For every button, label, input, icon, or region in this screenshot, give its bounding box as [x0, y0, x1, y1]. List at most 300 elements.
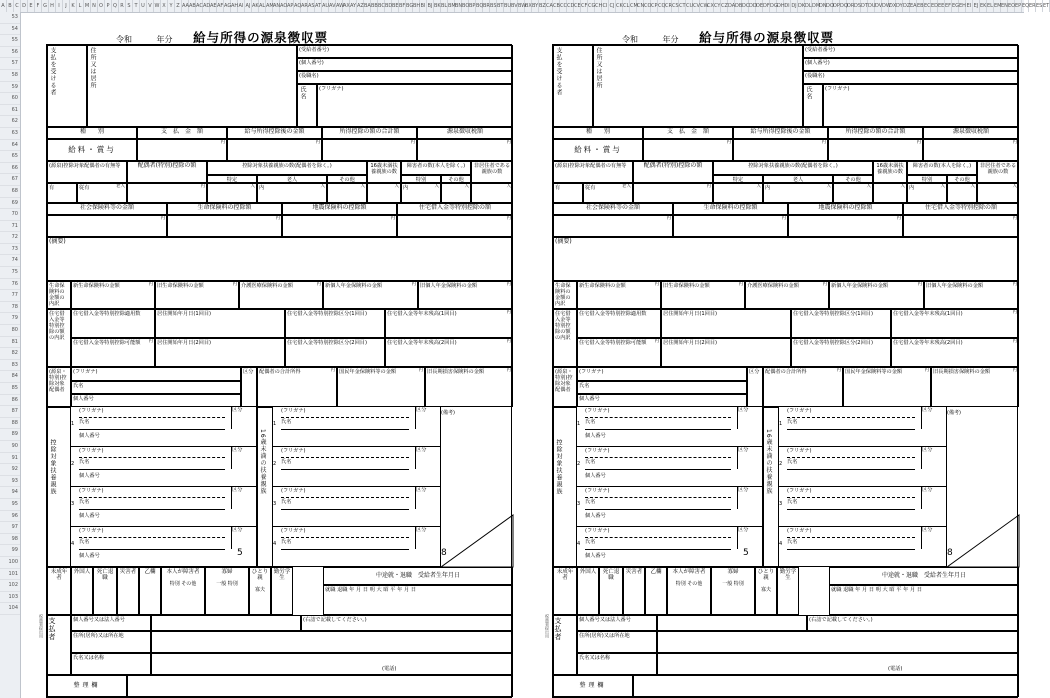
- column-letter[interactable]: AX: [343, 0, 350, 12]
- dependent-row[interactable]: [71, 447, 257, 487]
- column-letter[interactable]: AD: [203, 0, 210, 12]
- spouse-deduction-field[interactable]: 円: [633, 183, 713, 203]
- column-letter[interactable]: DO: [826, 0, 833, 12]
- row-number[interactable]: 92: [0, 464, 20, 476]
- column-letter[interactable]: CJ: [609, 0, 616, 12]
- remarks-field[interactable]: (摘要): [47, 237, 513, 281]
- column-letter[interactable]: DM: [812, 0, 819, 12]
- dependent-row[interactable]: [273, 487, 441, 527]
- spouse-sub-field[interactable]: 従有 老人: [583, 183, 633, 203]
- housing-loan-field[interactable]: 円: [397, 215, 513, 237]
- column-letter[interactable]: W: [154, 0, 161, 12]
- dependent-furigana[interactable]: (フリガナ): [281, 528, 409, 538]
- row-number[interactable]: 67: [0, 174, 20, 186]
- column-letter[interactable]: CZ: [721, 0, 728, 12]
- row-number[interactable]: 99: [0, 545, 20, 557]
- status-check[interactable]: 本人が障害者 特別 その他: [667, 567, 711, 615]
- status-check[interactable]: ひとり親 寡夫: [249, 567, 271, 615]
- dependent-furigana[interactable]: (フリガナ): [787, 528, 915, 538]
- dependent-name[interactable]: 氏名: [787, 419, 915, 430]
- dependent-furigana[interactable]: (フリガナ): [585, 448, 731, 458]
- dependent-furigana[interactable]: (フリガナ): [281, 408, 409, 418]
- column-letter[interactable]: CK: [616, 0, 623, 12]
- column-letter[interactable]: DL: [805, 0, 812, 12]
- payer-name-field[interactable]: (電話): [151, 653, 513, 675]
- status-check[interactable]: 乙欄: [139, 567, 161, 615]
- loan-cat-2-cell[interactable]: 住宅借入金等特別控除区分(2回目): [791, 338, 891, 367]
- dependent-category[interactable]: 区分: [231, 447, 256, 469]
- column-letter[interactable]: EM: [994, 0, 1001, 12]
- specific-field[interactable]: 人: [207, 183, 257, 203]
- column-letter[interactable]: AA: [182, 0, 189, 12]
- dependent-category[interactable]: 区分: [415, 407, 440, 429]
- row-number[interactable]: 57: [0, 58, 20, 70]
- column-letter[interactable]: BA: [364, 0, 371, 12]
- column-letter[interactable]: DA: [728, 0, 735, 12]
- column-letter[interactable]: CL: [623, 0, 630, 12]
- balance-1-cell[interactable]: 住宅借入金等年末残高(1回目) 円: [385, 309, 513, 338]
- office-use-field[interactable]: [633, 675, 1019, 697]
- dependent-no[interactable]: 個人番号: [79, 473, 100, 479]
- dependent-no[interactable]: 個人番号: [585, 513, 606, 519]
- move-in-2-cell[interactable]: 居住開始年月日(2回目): [661, 338, 791, 367]
- column-letter[interactable]: DC: [742, 0, 749, 12]
- life-ins-field[interactable]: 円: [167, 215, 282, 237]
- column-letter[interactable]: DB: [735, 0, 742, 12]
- dependent-name[interactable]: 氏名: [79, 539, 225, 550]
- dependent-name[interactable]: 氏名: [281, 499, 409, 510]
- status-check[interactable]: 外国人: [577, 567, 599, 615]
- column-letter[interactable]: Y: [168, 0, 175, 12]
- column-letter[interactable]: AO: [280, 0, 287, 12]
- old-pension-amt-cell[interactable]: 旧長期損害保険料の金額 円: [425, 367, 513, 407]
- column-letter[interactable]: DR: [847, 0, 854, 12]
- dependent-name[interactable]: 氏名: [281, 419, 409, 430]
- column-letter[interactable]: CR: [665, 0, 672, 12]
- dependent-row[interactable]: [779, 447, 947, 487]
- balance-1-cell[interactable]: 住宅借入金等年末残高(1回目) 円: [891, 309, 1019, 338]
- row-number[interactable]: 93: [0, 476, 20, 488]
- dependent-row[interactable]: [273, 407, 441, 447]
- column-letter[interactable]: BJ: [427, 0, 434, 12]
- column-letter[interactable]: CN: [637, 0, 644, 12]
- new-pension-cell[interactable]: 新個人年金保険料の金額 円: [323, 281, 418, 309]
- column-letter[interactable]: DX: [889, 0, 896, 12]
- spouse-income-cell[interactable]: 配偶者の合計所得 円: [763, 367, 843, 407]
- spouse-furigana-field[interactable]: (フリガナ): [71, 367, 241, 381]
- dependent-name[interactable]: 氏名: [585, 539, 731, 550]
- column-letter[interactable]: BI: [420, 0, 427, 12]
- others-field[interactable]: 人: [327, 183, 367, 203]
- column-letter[interactable]: BX: [525, 0, 532, 12]
- withholding-field[interactable]: 円: [417, 139, 513, 161]
- quake-ins-field[interactable]: 円: [282, 215, 397, 237]
- column-letter[interactable]: B: [7, 0, 14, 12]
- row-number[interactable]: 75: [0, 267, 20, 279]
- row-number[interactable]: 61: [0, 105, 20, 117]
- column-letter[interactable]: AV: [329, 0, 336, 12]
- new-life-cell[interactable]: 新生命保険料の金額 円: [577, 281, 661, 309]
- column-letter[interactable]: EH: [959, 0, 966, 12]
- spouse-category-cell[interactable]: 区分: [241, 367, 257, 407]
- dependent-name[interactable]: 氏名: [281, 459, 409, 470]
- dependent-category[interactable]: 区分: [921, 487, 946, 509]
- dependent-row[interactable]: [779, 487, 947, 527]
- dependent-name[interactable]: 氏名: [79, 419, 225, 430]
- column-letter[interactable]: U: [140, 0, 147, 12]
- column-letter[interactable]: DQ: [840, 0, 847, 12]
- row-number[interactable]: 79: [0, 313, 20, 325]
- column-letter[interactable]: AQ: [294, 0, 301, 12]
- column-letter[interactable]: BR: [483, 0, 490, 12]
- column-letter[interactable]: CA: [546, 0, 553, 12]
- row-number[interactable]: 56: [0, 47, 20, 59]
- column-letter[interactable]: DG: [770, 0, 777, 12]
- column-letter[interactable]: BW: [518, 0, 525, 12]
- column-letter[interactable]: A: [0, 0, 7, 12]
- column-letter[interactable]: O: [98, 0, 105, 12]
- housing-possible-cell[interactable]: 住宅借入金等特別控除可能額 円: [577, 338, 661, 367]
- column-letter[interactable]: DU: [868, 0, 875, 12]
- column-letter[interactable]: CU: [686, 0, 693, 12]
- dependent-name[interactable]: 氏名: [585, 459, 731, 470]
- spouse-yes-field[interactable]: 有: [47, 183, 77, 203]
- column-letter[interactable]: AB: [189, 0, 196, 12]
- row-number[interactable]: 85: [0, 383, 20, 395]
- row-number[interactable]: 91: [0, 453, 20, 465]
- dependent-category[interactable]: 区分: [415, 527, 440, 549]
- column-letter[interactable]: AF: [217, 0, 224, 12]
- status-check[interactable]: 死亡退職: [93, 567, 117, 615]
- dependent-row[interactable]: [71, 487, 257, 527]
- disabled-others-field[interactable]: 人: [947, 183, 977, 203]
- dependent-category[interactable]: 区分: [921, 407, 946, 429]
- dependent-no[interactable]: 個人番号: [79, 553, 100, 559]
- dependent-name[interactable]: 氏名: [585, 419, 731, 430]
- payment-amount-field[interactable]: 円: [137, 139, 227, 161]
- nonresident-field[interactable]: 人: [471, 183, 513, 203]
- row-number[interactable]: 86: [0, 395, 20, 407]
- recipient-no-cell[interactable]: (受給者番号): [297, 45, 513, 58]
- row-number[interactable]: 102: [0, 580, 20, 592]
- column-letter[interactable]: ET: [1043, 0, 1050, 12]
- dependent-name[interactable]: 氏名: [787, 499, 915, 510]
- column-letter[interactable]: BD: [385, 0, 392, 12]
- dependent-category[interactable]: 区分: [415, 487, 440, 509]
- status-check[interactable]: 死亡退職: [599, 567, 623, 615]
- individual-no-cell[interactable]: (個人番号): [803, 58, 1019, 71]
- row-number[interactable]: 104: [0, 603, 20, 615]
- column-letter[interactable]: AI: [238, 0, 245, 12]
- column-letter[interactable]: EB: [917, 0, 924, 12]
- old-pension-cell[interactable]: 旧個人年金保険料の金額 円: [418, 281, 513, 309]
- column-letter[interactable]: AL: [259, 0, 266, 12]
- column-letter[interactable]: DE: [756, 0, 763, 12]
- row-number[interactable]: 53: [0, 12, 20, 24]
- column-letter[interactable]: CO: [644, 0, 651, 12]
- column-letter[interactable]: EP: [1015, 0, 1022, 12]
- column-letter[interactable]: AY: [350, 0, 357, 12]
- dependent-furigana[interactable]: (フリガナ): [79, 488, 225, 498]
- column-letter[interactable]: M: [84, 0, 91, 12]
- row-number[interactable]: 59: [0, 82, 20, 94]
- row-number[interactable]: 97: [0, 522, 20, 534]
- quake-ins-field[interactable]: 円: [788, 215, 903, 237]
- dependent-no[interactable]: 個人番号: [79, 433, 100, 439]
- loan-cat-2-cell[interactable]: 住宅借入金等特別控除区分(2回目): [285, 338, 385, 367]
- column-letter[interactable]: AR: [301, 0, 308, 12]
- status-check[interactable]: 勤労学生: [271, 567, 293, 615]
- column-letter[interactable]: BK: [434, 0, 441, 12]
- dependent-furigana[interactable]: (フリガナ): [585, 488, 731, 498]
- specific-field[interactable]: 人: [713, 183, 763, 203]
- disabled-special-field[interactable]: 内 人: [401, 183, 441, 203]
- row-number[interactable]: 84: [0, 371, 20, 383]
- column-letter[interactable]: G: [42, 0, 49, 12]
- column-letter[interactable]: EI: [966, 0, 973, 12]
- under16-field[interactable]: 人: [367, 183, 401, 203]
- column-letter[interactable]: EL: [987, 0, 994, 12]
- nat-pension-cell[interactable]: 国民年金保険料等の金額 円: [843, 367, 931, 407]
- row-number[interactable]: 54: [0, 24, 20, 36]
- column-letter[interactable]: CM: [630, 0, 637, 12]
- dependent-furigana[interactable]: (フリガナ): [585, 528, 731, 538]
- column-letter[interactable]: CP: [651, 0, 658, 12]
- status-check[interactable]: 未成年者: [47, 567, 71, 615]
- dependent-row[interactable]: [71, 527, 257, 567]
- dependent-category[interactable]: 区分: [737, 407, 762, 429]
- new-pension-cell[interactable]: 新個人年金保険料の金額 円: [829, 281, 924, 309]
- column-letter[interactable]: AP: [287, 0, 294, 12]
- social-ins-field[interactable]: 円: [553, 215, 673, 237]
- column-letter[interactable]: CW: [700, 0, 707, 12]
- row-number[interactable]: 103: [0, 592, 20, 604]
- column-letter[interactable]: DI: [784, 0, 791, 12]
- dependent-row[interactable]: [273, 447, 441, 487]
- row-number[interactable]: 76: [0, 279, 20, 291]
- column-letter[interactable]: BL: [441, 0, 448, 12]
- new-life-cell[interactable]: 新生命保険料の金額 円: [71, 281, 155, 309]
- column-letter[interactable]: I: [56, 0, 63, 12]
- column-letter[interactable]: ES: [1036, 0, 1043, 12]
- after-deduction-field[interactable]: 円: [227, 139, 322, 161]
- spouse-sub-field[interactable]: 従有 老人: [77, 183, 127, 203]
- column-letter[interactable]: BE: [392, 0, 399, 12]
- position-cell[interactable]: (役職名): [297, 71, 513, 84]
- loan-cat-1-cell[interactable]: 住宅借入金等特別控除区分(1回目): [285, 309, 385, 338]
- column-letter[interactable]: BU: [504, 0, 511, 12]
- column-letter[interactable]: BN: [455, 0, 462, 12]
- column-letter[interactable]: CD: [567, 0, 574, 12]
- disabled-special-field[interactable]: 内 人: [907, 183, 947, 203]
- column-letter[interactable]: AC: [196, 0, 203, 12]
- row-number[interactable]: 63: [0, 128, 20, 140]
- column-letter[interactable]: DD: [749, 0, 756, 12]
- move-in-2-cell[interactable]: 居住開始年月日(2回目): [155, 338, 285, 367]
- row-number[interactable]: 68: [0, 186, 20, 198]
- dependent-category[interactable]: 区分: [737, 447, 762, 469]
- row-number[interactable]: 78: [0, 302, 20, 314]
- dependent-category[interactable]: 区分: [231, 487, 256, 509]
- dependent-name[interactable]: 氏名: [281, 539, 409, 550]
- dependent-row[interactable]: [577, 527, 763, 567]
- after-deduction-field[interactable]: 円: [733, 139, 828, 161]
- column-letter[interactable]: BO: [462, 0, 469, 12]
- dependent-no[interactable]: 個人番号: [585, 473, 606, 479]
- dependent-name[interactable]: 氏名: [79, 499, 225, 510]
- loan-cat-1-cell[interactable]: 住宅借入金等特別控除区分(1回目): [791, 309, 891, 338]
- column-letter[interactable]: P: [105, 0, 112, 12]
- spouse-yes-field[interactable]: 有: [553, 183, 583, 203]
- column-letter[interactable]: AT: [315, 0, 322, 12]
- spouse-furigana-field[interactable]: (フリガナ): [577, 367, 747, 381]
- nat-pension-cell[interactable]: 国民年金保険料等の金額 円: [337, 367, 425, 407]
- column-letter[interactable]: AH: [231, 0, 238, 12]
- row-number[interactable]: 71: [0, 221, 20, 233]
- column-letter[interactable]: BG: [406, 0, 413, 12]
- payer-no-field[interactable]: [657, 615, 807, 631]
- dependent-furigana[interactable]: (フリガナ): [787, 408, 915, 418]
- column-letter[interactable]: DP: [833, 0, 840, 12]
- column-letter[interactable]: BT: [497, 0, 504, 12]
- row-number[interactable]: 83: [0, 360, 20, 372]
- dependent-furigana[interactable]: (フリガナ): [585, 408, 731, 418]
- column-letter[interactable]: J: [63, 0, 70, 12]
- disabled-others-field[interactable]: 人: [441, 183, 471, 203]
- status-check[interactable]: 寡婦 一般 特別: [205, 567, 249, 615]
- payer-address-field[interactable]: [657, 631, 1019, 653]
- column-letter[interactable]: BQ: [476, 0, 483, 12]
- row-number[interactable]: 88: [0, 418, 20, 430]
- dependent-row[interactable]: [779, 527, 947, 567]
- mid-employment-fields[interactable]: 就職 退職 年 月 日 明 大 昭 平 年 月 日: [829, 585, 1019, 615]
- column-letter[interactable]: DY: [896, 0, 903, 12]
- status-check[interactable]: 乙欄: [645, 567, 667, 615]
- status-check[interactable]: 外国人: [71, 567, 93, 615]
- column-letter[interactable]: EJ: [973, 0, 980, 12]
- column-letter[interactable]: DT: [861, 0, 868, 12]
- dependent-name[interactable]: 氏名: [787, 459, 915, 470]
- row-number[interactable]: 65: [0, 151, 20, 163]
- column-letter[interactable]: Z: [175, 0, 182, 12]
- column-letter[interactable]: BS: [490, 0, 497, 12]
- old-person-field[interactable]: 内 人: [763, 183, 833, 203]
- spouse-no-field[interactable]: 個人番号: [71, 394, 241, 407]
- row-number[interactable]: 60: [0, 93, 20, 105]
- mid-employment-fields[interactable]: 就職 退職 年 月 日 明 大 昭 平 年 月 日: [323, 585, 513, 615]
- dependent-no[interactable]: 個人番号: [79, 513, 100, 519]
- old-person-field[interactable]: 内 人: [257, 183, 327, 203]
- column-letter[interactable]: EE: [938, 0, 945, 12]
- dependent-row[interactable]: [577, 447, 763, 487]
- column-letter[interactable]: N: [91, 0, 98, 12]
- dependent-furigana[interactable]: (フリガナ): [281, 488, 409, 498]
- housing-applicable-cell[interactable]: 住宅借入金等特別控除適用数: [71, 309, 155, 338]
- status-check[interactable]: ひとり親 寡夫: [755, 567, 777, 615]
- status-check[interactable]: 災害者: [117, 567, 139, 615]
- column-letter[interactable]: EA: [910, 0, 917, 12]
- column-letter[interactable]: S: [126, 0, 133, 12]
- row-number[interactable]: 73: [0, 244, 20, 256]
- column-letter[interactable]: EO: [1008, 0, 1015, 12]
- row-number[interactable]: 70: [0, 209, 20, 221]
- column-letter[interactable]: BF: [399, 0, 406, 12]
- spouse-name-field[interactable]: 氏名: [577, 381, 747, 394]
- housing-possible-cell[interactable]: 住宅借入金等特別控除可能額 円: [71, 338, 155, 367]
- dependent-furigana[interactable]: (フリガナ): [79, 448, 225, 458]
- column-letter[interactable]: ED: [931, 0, 938, 12]
- row-number[interactable]: 98: [0, 534, 20, 546]
- dependent-row[interactable]: [577, 487, 763, 527]
- row-number[interactable]: 66: [0, 163, 20, 175]
- name-cell[interactable]: (フリガナ): [823, 84, 1019, 127]
- column-letter[interactable]: BH: [413, 0, 420, 12]
- row-number[interactable]: 62: [0, 116, 20, 128]
- column-letter[interactable]: DF: [763, 0, 770, 12]
- row-number[interactable]: 87: [0, 406, 20, 418]
- column-letter[interactable]: V: [147, 0, 154, 12]
- column-letter[interactable]: R: [119, 0, 126, 12]
- column-letter[interactable]: AM: [266, 0, 273, 12]
- remarks-field[interactable]: (摘要): [553, 237, 1019, 281]
- column-letter[interactable]: BB: [371, 0, 378, 12]
- name-cell[interactable]: (フリガナ): [317, 84, 513, 127]
- withholding-field[interactable]: 円: [923, 139, 1019, 161]
- spouse-deduction-field[interactable]: 円: [127, 183, 207, 203]
- column-letter[interactable]: AN: [273, 0, 280, 12]
- dependent-furigana[interactable]: (フリガナ): [787, 488, 915, 498]
- column-letter[interactable]: AU: [322, 0, 329, 12]
- care-med-cell[interactable]: 介護医療保険料の金額 円: [745, 281, 829, 309]
- row-number[interactable]: 89: [0, 429, 20, 441]
- dependent-category[interactable]: 区分: [737, 487, 762, 509]
- column-letter[interactable]: AG: [224, 0, 231, 12]
- row-number[interactable]: 94: [0, 487, 20, 499]
- row-number[interactable]: 55: [0, 35, 20, 47]
- column-letter[interactable]: DW: [882, 0, 889, 12]
- column-letter[interactable]: AE: [210, 0, 217, 12]
- dependent-category[interactable]: 区分: [921, 527, 946, 549]
- dependent-furigana[interactable]: (フリガナ): [79, 408, 225, 418]
- column-letter[interactable]: CQ: [658, 0, 665, 12]
- column-letter[interactable]: AW: [336, 0, 343, 12]
- old-life-cell[interactable]: 旧生命保険料の金額 円: [661, 281, 745, 309]
- recipient-no-cell[interactable]: (受給者番号): [803, 45, 1019, 58]
- payment-amount-field[interactable]: 円: [643, 139, 733, 161]
- life-ins-field[interactable]: 円: [673, 215, 788, 237]
- column-letter[interactable]: DK: [798, 0, 805, 12]
- row-number[interactable]: 82: [0, 348, 20, 360]
- dependent-name[interactable]: 氏名: [585, 499, 731, 510]
- column-letter[interactable]: CX: [707, 0, 714, 12]
- row-number[interactable]: 81: [0, 337, 20, 349]
- column-letter[interactable]: CT: [679, 0, 686, 12]
- row-number[interactable]: 64: [0, 140, 20, 152]
- column-letter[interactable]: DJ: [791, 0, 798, 12]
- under16-field[interactable]: 人: [873, 183, 907, 203]
- row-number[interactable]: 96: [0, 511, 20, 523]
- deduction-total-field[interactable]: 円: [322, 139, 417, 161]
- status-check[interactable]: 災害者: [623, 567, 645, 615]
- row-number[interactable]: 100: [0, 557, 20, 569]
- row-number[interactable]: 72: [0, 232, 20, 244]
- old-life-cell[interactable]: 旧生命保険料の金額 円: [155, 281, 239, 309]
- dependent-row[interactable]: [577, 407, 763, 447]
- row-number[interactable]: 95: [0, 499, 20, 511]
- column-letter[interactable]: L: [77, 0, 84, 12]
- dependent-name[interactable]: 氏名: [79, 459, 225, 470]
- column-letter[interactable]: DZ: [903, 0, 910, 12]
